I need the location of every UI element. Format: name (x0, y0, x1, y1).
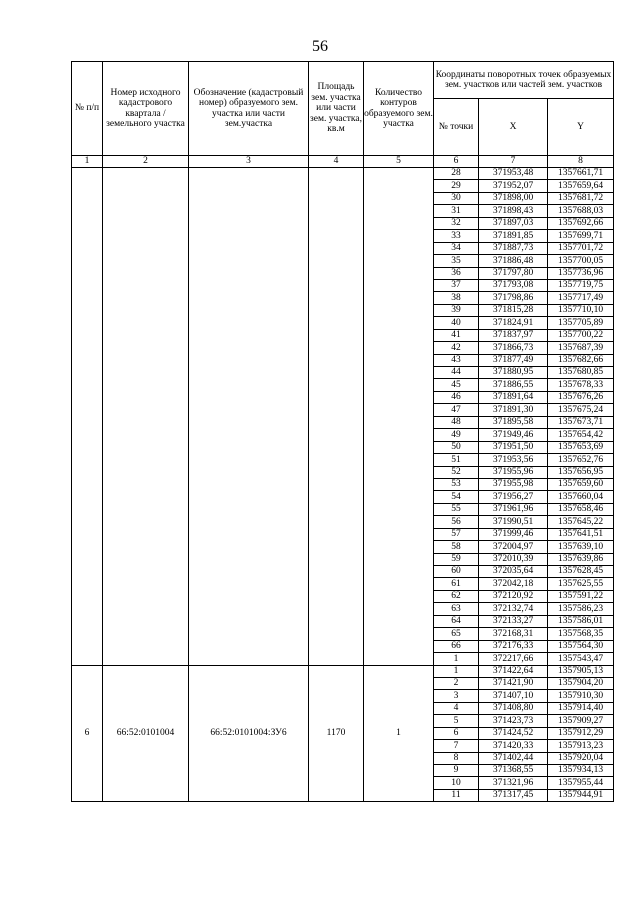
point-number: 50 (434, 441, 479, 453)
parcel-source: 66:52:0101004 (103, 665, 189, 802)
coord-x: 372004,97 (479, 541, 548, 553)
coord-x: 372132,74 (479, 603, 548, 615)
coord-x: 371424,52 (479, 727, 548, 739)
coord-x: 371886,55 (479, 379, 548, 391)
coord-y: 1357710,10 (548, 304, 614, 316)
point-number: 49 (434, 429, 479, 441)
point-number: 57 (434, 528, 479, 540)
coord-y: 1357687,39 (548, 342, 614, 354)
point-number: 5 (434, 715, 479, 727)
point-number: 43 (434, 354, 479, 366)
empty-cell (72, 168, 103, 666)
parcel-area: 1170 (309, 665, 364, 802)
column-number: 4 (309, 156, 364, 168)
header-contours: Количество контуров образуемого зем. участка (364, 62, 434, 156)
coord-x: 371422,64 (479, 665, 548, 677)
coord-x: 371897,03 (479, 217, 548, 229)
coord-x: 371956,27 (479, 491, 548, 503)
coord-x: 371891,64 (479, 391, 548, 403)
point-number: 41 (434, 329, 479, 341)
coord-y: 1357660,04 (548, 491, 614, 503)
coord-x: 371953,48 (479, 168, 548, 180)
coord-x: 371990,51 (479, 516, 548, 528)
point-number: 60 (434, 566, 479, 578)
table-row (72, 168, 614, 180)
coord-y: 1357628,45 (548, 566, 614, 578)
coord-x: 371837,97 (479, 329, 548, 341)
coord-y: 1357591,22 (548, 590, 614, 602)
coord-x: 371880,95 (479, 367, 548, 379)
column-number: 1 (72, 156, 103, 168)
coord-y: 1357699,71 (548, 230, 614, 242)
coord-y: 1357645,22 (548, 516, 614, 528)
coord-x: 371407,10 (479, 690, 548, 702)
empty-cell (103, 168, 189, 666)
coord-y: 1357680,85 (548, 367, 614, 379)
coord-y: 1357625,55 (548, 578, 614, 590)
parcel-no: 6 (72, 665, 103, 802)
coord-x: 371420,33 (479, 740, 548, 752)
point-number: 53 (434, 478, 479, 490)
point-number: 6 (434, 727, 479, 739)
point-number: 1 (434, 665, 479, 677)
coord-x: 371955,98 (479, 478, 548, 490)
coord-x: 371886,48 (479, 255, 548, 267)
coord-x: 371887,73 (479, 242, 548, 254)
coord-x: 371898,00 (479, 192, 548, 204)
page-number: 56 (312, 38, 328, 55)
point-number: 46 (434, 391, 479, 403)
coord-y: 1357701,72 (548, 242, 614, 254)
table-row (72, 665, 614, 677)
point-number: 45 (434, 379, 479, 391)
point-number: 33 (434, 230, 479, 242)
coord-y: 1357641,51 (548, 528, 614, 540)
coord-x: 371898,43 (479, 205, 548, 217)
coord-y: 1357653,69 (548, 441, 614, 453)
empty-cell (309, 168, 364, 666)
coord-y: 1357675,24 (548, 404, 614, 416)
parcel-contours: 1 (364, 665, 434, 802)
coord-x: 371951,50 (479, 441, 548, 453)
coord-x: 371877,49 (479, 354, 548, 366)
point-number: 29 (434, 180, 479, 192)
point-number: 35 (434, 255, 479, 267)
point-number: 11 (434, 789, 479, 801)
coord-y: 1357705,89 (548, 317, 614, 329)
coord-x: 372217,66 (479, 653, 548, 665)
coord-x: 371368,55 (479, 765, 548, 777)
coord-y: 1357719,75 (548, 279, 614, 291)
point-number: 30 (434, 192, 479, 204)
point-number: 63 (434, 603, 479, 615)
point-number: 44 (434, 367, 479, 379)
coord-y: 1357692,66 (548, 217, 614, 229)
point-number: 55 (434, 503, 479, 515)
coord-y: 1357586,01 (548, 615, 614, 627)
point-number: 3 (434, 690, 479, 702)
coord-x: 371949,46 (479, 429, 548, 441)
coord-y: 1357910,30 (548, 690, 614, 702)
point-number: 10 (434, 777, 479, 789)
point-number: 47 (434, 404, 479, 416)
header-coordinates: Координаты поворотных точек образуемых зем. участков или частей зем. участков (434, 62, 614, 99)
coord-y: 1357912,29 (548, 727, 614, 739)
point-number: 28 (434, 168, 479, 180)
coord-y: 1357682,66 (548, 354, 614, 366)
point-number: 7 (434, 740, 479, 752)
coord-x: 371895,58 (479, 416, 548, 428)
point-number: 48 (434, 416, 479, 428)
coord-x: 371952,07 (479, 180, 548, 192)
parcel-designation: 66:52:0101004:ЗУ6 (189, 665, 309, 802)
coord-x: 371824,91 (479, 317, 548, 329)
column-number: 3 (189, 156, 309, 168)
coord-y: 1357543,47 (548, 653, 614, 665)
coord-y: 1357914,40 (548, 702, 614, 714)
point-number: 36 (434, 267, 479, 279)
coord-y: 1357920,04 (548, 752, 614, 764)
coord-y: 1357905,13 (548, 665, 614, 677)
coord-y: 1357673,71 (548, 416, 614, 428)
point-number: 38 (434, 292, 479, 304)
coord-x: 371421,90 (479, 677, 548, 689)
coord-y: 1357909,27 (548, 715, 614, 727)
column-number: 5 (364, 156, 434, 168)
coord-x: 371317,45 (479, 789, 548, 801)
point-number: 2 (434, 677, 479, 689)
header-no: № п/п (72, 62, 103, 156)
coord-y: 1357639,10 (548, 541, 614, 553)
coord-y: 1357736,96 (548, 267, 614, 279)
point-number: 8 (434, 752, 479, 764)
coord-x: 371815,28 (479, 304, 548, 316)
point-number: 65 (434, 628, 479, 640)
coord-x: 371797,80 (479, 267, 548, 279)
coord-x: 371423,73 (479, 715, 548, 727)
coord-y: 1357678,33 (548, 379, 614, 391)
column-number: 8 (548, 156, 614, 168)
coord-y: 1357717,49 (548, 292, 614, 304)
header-designation: Обозначение (кадастровый номер) образуемого зем. участка или части зем.участка (189, 62, 309, 156)
coord-x: 371408,80 (479, 702, 548, 714)
coord-x: 371402,44 (479, 752, 548, 764)
coord-x: 371891,30 (479, 404, 548, 416)
header-x: X (479, 99, 548, 156)
point-number: 66 (434, 640, 479, 652)
column-number: 6 (434, 156, 479, 168)
coord-y: 1357688,03 (548, 205, 614, 217)
coord-x: 372133,27 (479, 615, 548, 627)
coord-y: 1357654,42 (548, 429, 614, 441)
coord-x: 372010,39 (479, 553, 548, 565)
coord-x: 372120,92 (479, 590, 548, 602)
column-number: 7 (479, 156, 548, 168)
coord-x: 372042,18 (479, 578, 548, 590)
coord-x: 371955,96 (479, 466, 548, 478)
point-number: 64 (434, 615, 479, 627)
header-area: Площадь зем. участка или части зем. участка, кв.м (309, 62, 364, 156)
coord-y: 1357659,64 (548, 180, 614, 192)
coord-y: 1357676,26 (548, 391, 614, 403)
coord-y: 1357681,72 (548, 192, 614, 204)
coordinates-table (71, 61, 614, 802)
coord-x: 372035,64 (479, 566, 548, 578)
coord-x: 371793,08 (479, 279, 548, 291)
point-number: 51 (434, 454, 479, 466)
coord-x: 371999,46 (479, 528, 548, 540)
header-point-no: № точки (434, 99, 479, 156)
coord-x: 371866,73 (479, 342, 548, 354)
coord-x: 371961,96 (479, 503, 548, 515)
point-number: 56 (434, 516, 479, 528)
coord-x: 372176,33 (479, 640, 548, 652)
point-number: 37 (434, 279, 479, 291)
coord-y: 1357913,23 (548, 740, 614, 752)
point-number: 34 (434, 242, 479, 254)
coord-y: 1357586,23 (548, 603, 614, 615)
coord-x: 371953,56 (479, 454, 548, 466)
coord-y: 1357564,30 (548, 640, 614, 652)
coord-y: 1357656,95 (548, 466, 614, 478)
point-number: 61 (434, 578, 479, 590)
coord-y: 1357700,22 (548, 329, 614, 341)
point-number: 54 (434, 491, 479, 503)
coord-y: 1357639,86 (548, 553, 614, 565)
point-number: 1 (434, 653, 479, 665)
column-number: 2 (103, 156, 189, 168)
empty-cell (364, 168, 434, 666)
point-number: 52 (434, 466, 479, 478)
coord-x: 371321,96 (479, 777, 548, 789)
coord-y: 1357659,60 (548, 478, 614, 490)
point-number: 40 (434, 317, 479, 329)
coord-y: 1357934,13 (548, 765, 614, 777)
point-number: 39 (434, 304, 479, 316)
point-number: 42 (434, 342, 479, 354)
coord-y: 1357568,35 (548, 628, 614, 640)
point-number: 9 (434, 765, 479, 777)
coord-y: 1357661,71 (548, 168, 614, 180)
coord-y: 1357944,91 (548, 789, 614, 801)
header-y: Y (548, 99, 614, 156)
point-number: 4 (434, 702, 479, 714)
coord-x: 372168,31 (479, 628, 548, 640)
coord-x: 371798,86 (479, 292, 548, 304)
coord-y: 1357658,46 (548, 503, 614, 515)
coord-y: 1357652,76 (548, 454, 614, 466)
coord-y: 1357955,44 (548, 777, 614, 789)
point-number: 59 (434, 553, 479, 565)
point-number: 32 (434, 217, 479, 229)
header-source-parcel: Номер исходного кадастрового квартала / земельного участка (103, 62, 189, 156)
empty-cell (189, 168, 309, 666)
point-number: 58 (434, 541, 479, 553)
point-number: 62 (434, 590, 479, 602)
coord-x: 371891,85 (479, 230, 548, 242)
point-number: 31 (434, 205, 479, 217)
coord-y: 1357904,20 (548, 677, 614, 689)
coord-y: 1357700,05 (548, 255, 614, 267)
